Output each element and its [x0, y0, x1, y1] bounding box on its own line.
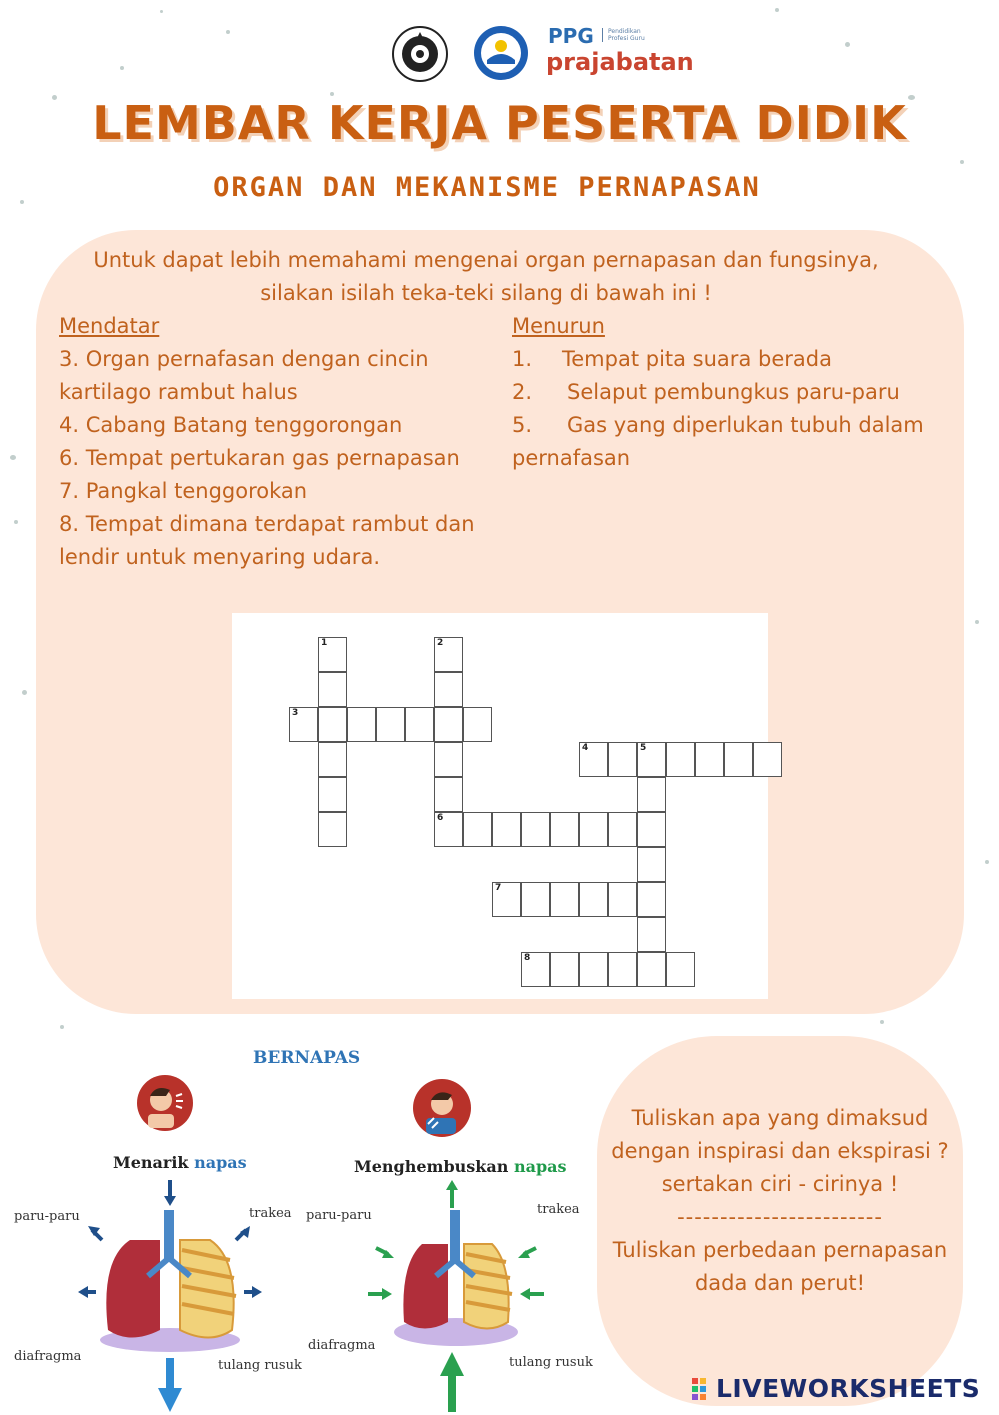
- header-logos: [390, 22, 694, 84]
- ppg-label: PPG: [548, 24, 594, 48]
- crossword-cell[interactable]: [579, 812, 608, 847]
- exhale-heading: Menghembuskan napas: [354, 1157, 567, 1176]
- crossword-cell[interactable]: [318, 637, 347, 672]
- crossword-cell[interactable]: [521, 952, 550, 987]
- liveworksheets-watermark: LIVEWORKSHEETS: [716, 1374, 981, 1403]
- side-questions: [607, 1102, 953, 1300]
- crossword-cell[interactable]: [637, 812, 666, 847]
- ppg-subtitle: Pendidikan Profesi Guru: [602, 28, 662, 42]
- crossword-clue-number: 2: [437, 638, 444, 648]
- crossword-cell[interactable]: [724, 742, 753, 777]
- inhale-heading: Menarik napas: [113, 1153, 247, 1172]
- crossword-cell[interactable]: [405, 707, 434, 742]
- clue-mendatar-4: 4. Cabang Batang tenggorongan: [59, 413, 403, 437]
- crossword-cell[interactable]: [492, 812, 521, 847]
- crossword-cell[interactable]: [579, 882, 608, 917]
- crossword-cell[interactable]: [637, 952, 666, 987]
- prajabatan-label: prajabatan: [546, 48, 694, 76]
- crossword-cell[interactable]: [579, 742, 608, 777]
- crossword-cell[interactable]: [434, 637, 463, 672]
- crossword-cell[interactable]: [318, 777, 347, 812]
- crossword-cell[interactable]: [521, 812, 550, 847]
- crossword-cell[interactable]: [318, 707, 347, 742]
- crossword-cell[interactable]: [376, 707, 405, 742]
- label-paru-left: paru-paru: [14, 1209, 80, 1224]
- crossword-cell[interactable]: [550, 812, 579, 847]
- clue-mendatar-3: 3. Organ pernafasan dengan cincin kartilago rambut halus: [59, 347, 429, 404]
- crossword-cell[interactable]: [637, 847, 666, 882]
- breathing-diagram: [0, 1040, 600, 1415]
- crossword-cell[interactable]: [318, 672, 347, 707]
- intro-text: Untuk dapat lebih memahami mengenai organ pernapasan dan fungsinya, silakan isilah teka-teki silang di bawah ini !: [93, 248, 879, 305]
- liveworksheets-logo-icon: [692, 1378, 714, 1400]
- inhale-person-icon: [136, 1074, 194, 1132]
- crossword-cell[interactable]: [434, 777, 463, 812]
- crossword-clue-number: 8: [524, 953, 531, 963]
- exhale-person-icon: [412, 1078, 472, 1138]
- crossword-cell[interactable]: [637, 777, 666, 812]
- crossword-cell[interactable]: [347, 707, 376, 742]
- crossword-cell[interactable]: [289, 707, 318, 742]
- crossword-cell[interactable]: [492, 882, 521, 917]
- crossword-cell[interactable]: [434, 672, 463, 707]
- crossword-cell[interactable]: [753, 742, 782, 777]
- crossword-cell[interactable]: [666, 742, 695, 777]
- crossword-cell[interactable]: [434, 812, 463, 847]
- label-paru-right: paru-paru: [306, 1208, 372, 1223]
- unm-logo-icon: [390, 24, 450, 84]
- crossword-cell[interactable]: [637, 882, 666, 917]
- crossword-cell[interactable]: [666, 952, 695, 987]
- label-trakea-right: trakea: [537, 1202, 580, 1217]
- crossword-cell[interactable]: [608, 952, 637, 987]
- menurun-clues: [512, 310, 952, 475]
- crossword-cell[interactable]: [637, 742, 666, 777]
- crossword-clue-number: 7: [495, 883, 502, 893]
- crossword-cell[interactable]: [318, 742, 347, 777]
- page-subtitle: ORGAN DAN MEKANISME PERNAPASAN: [213, 172, 761, 203]
- crossword-cell[interactable]: [579, 952, 608, 987]
- divider-dashes: ------------------------: [677, 1205, 883, 1229]
- crossword-cell[interactable]: [550, 952, 579, 987]
- crossword-cell[interactable]: [521, 882, 550, 917]
- clue-menurun-1: 1. Tempat pita suara berada: [512, 347, 832, 371]
- crossword-cell[interactable]: [318, 812, 347, 847]
- crossword-cell[interactable]: [463, 707, 492, 742]
- crossword-cell[interactable]: [637, 917, 666, 952]
- label-diafragma-left: diafragma: [14, 1349, 82, 1364]
- clue-menurun-5: 5. Gas yang diperlukan tubuh dalam pernafasan: [512, 413, 924, 470]
- crossword-clue-number: 3: [292, 708, 299, 718]
- crossword-clue-number: 6: [437, 813, 444, 823]
- diagram-title: BERNAPAS: [253, 1048, 361, 1068]
- clue-mendatar-6: 6. Tempat pertukaran gas pernapasan: [59, 446, 460, 470]
- clue-mendatar-8: 8. Tempat dimana terdapat rambut dan lendir untuk menyaring udara.: [59, 512, 475, 569]
- crossword-clue-number: 4: [582, 743, 589, 753]
- mendatar-clues: [59, 310, 499, 574]
- crossword-cell[interactable]: [434, 707, 463, 742]
- label-rusuk-right: tulang rusuk: [509, 1355, 593, 1370]
- question-perbedaan: Tuliskan perbedaan pernapasan dada dan perut!: [612, 1238, 948, 1295]
- crossword-clue-number: 1: [321, 638, 328, 648]
- crossword-cell[interactable]: [608, 882, 637, 917]
- crossword-cell[interactable]: [695, 742, 724, 777]
- mendatar-heading: Mendatar: [59, 314, 160, 338]
- crossword-cell[interactable]: [608, 812, 637, 847]
- label-trakea-left: trakea: [249, 1206, 292, 1221]
- question-inspirasi: Tuliskan apa yang dimaksud dengan inspirasi dan ekspirasi ? sertakan ciri - cirinya !: [611, 1106, 949, 1196]
- crossword-clue-number: 5: [640, 743, 647, 753]
- clue-mendatar-7: 7. Pangkal tenggorokan: [59, 479, 308, 503]
- crossword-cell[interactable]: [608, 742, 637, 777]
- label-rusuk-left: tulang rusuk: [218, 1358, 302, 1373]
- crossword-cell[interactable]: [550, 882, 579, 917]
- crossword-cell[interactable]: [434, 742, 463, 777]
- menurun-heading: Menurun: [512, 314, 605, 338]
- page-title: LEMBAR KERJA PESERTA DIDIK: [92, 96, 907, 150]
- crossword-grid: [232, 613, 768, 999]
- kemdikbud-logo-icon: [470, 24, 532, 82]
- clue-menurun-2: 2. Selaput pembungkus paru-paru: [512, 380, 900, 404]
- crossword-cell[interactable]: [463, 812, 492, 847]
- label-diafragma-right: diafragma: [308, 1338, 376, 1353]
